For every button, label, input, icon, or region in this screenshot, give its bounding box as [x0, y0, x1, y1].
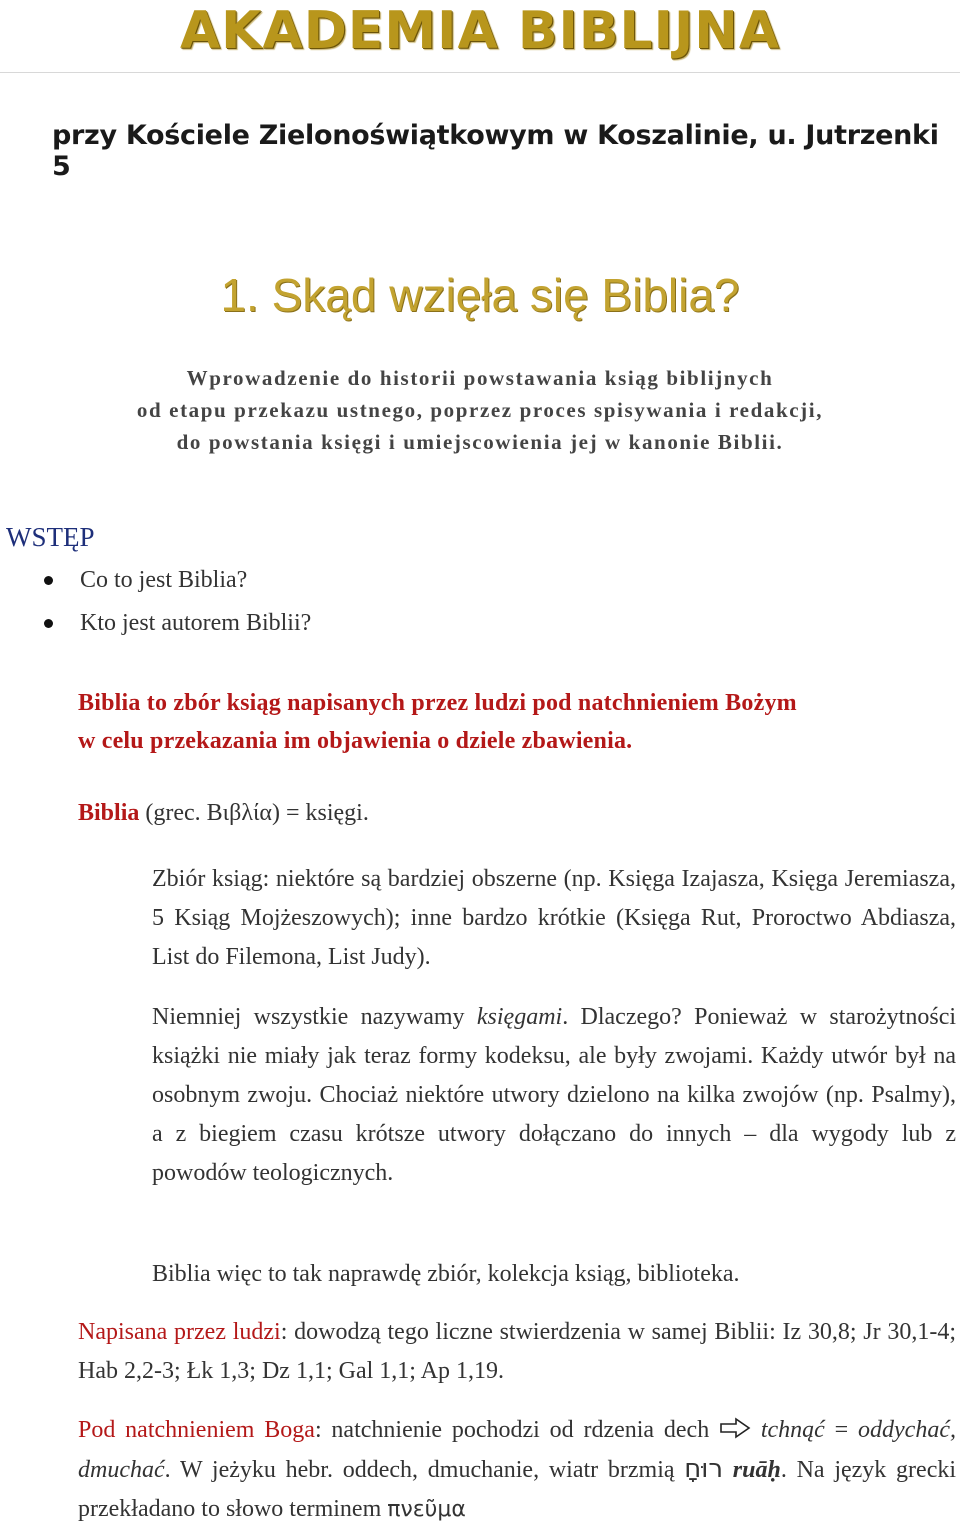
section-heading: WSTĘP	[6, 522, 95, 552]
transliteration: ruāḥ	[732, 1457, 781, 1483]
etymology-term: Biblia	[78, 800, 140, 826]
hebrew-word: רוּחָ	[684, 1454, 724, 1484]
page-subtitle: przy Kościele Zielonoświątkowym w Koszalinie, u. Jutrzenki 5	[52, 120, 939, 182]
text-run: : natchnienie pochodzi od rdzenia dech	[314, 1417, 720, 1443]
chapter-title: 1. Skąd wzięła się Biblia?	[220, 269, 740, 321]
bullet-icon	[44, 619, 53, 628]
bullet-icon	[44, 576, 53, 585]
paragraph-collection: Zbiór ksiąg: niektóre są bardziej obszerne (np. Księga Izajasza, Księga Jeremiasza, 5 Ksiąg Mojżeszowych); inne bardzo krótkie (Księga Rut, Proroctwo Abdiasza, List do Filemona, List Judy).	[152, 866, 956, 970]
paragraph-label: Napisana przez ludzi	[78, 1319, 281, 1345]
list-item-label: Co to jest Biblia?	[80, 567, 248, 593]
text-run-italic: oddychać, dmuchać	[78, 1417, 956, 1483]
text-run: =	[824, 1417, 859, 1443]
intro-line: Wprowadzenie do historii powstawania ksiąg biblijnych	[186, 366, 774, 390]
question-list	[38, 564, 311, 650]
etymology-line	[78, 800, 369, 827]
arrow-right-icon	[719, 1417, 751, 1439]
text-run: . W jeżyku hebr. oddech, dmuchanie, wiatr brzmią	[164, 1457, 685, 1483]
list-item-label: Kto jest autorem Biblii?	[80, 610, 312, 636]
text-run: : dowodzą tego liczne stwierdzenia w samej Biblii: Iz 30,8; Jr 30,1-4; Hab 2,2-3; Łk 1,3; Dz 1,1; Gal 1,1; Ap 1,19.	[78, 1319, 956, 1384]
paragraph-scrolls	[152, 998, 956, 1193]
text-run: . Na język grecki przekładano to słowo terminem	[78, 1457, 957, 1522]
page-header-title: AKADEMIA BIBLIJNA	[179, 1, 781, 61]
list-item	[38, 607, 311, 650]
text-run: . Dlaczego? Ponieważ w starożytności książki nie miały jak teraz formy kodeksu, ale były zwojami. Każdy utwór był na osobnym zwoju. Chociaż niektóre utwory dzielono na kilka zwojów (np. Psalmy), a z biegiem czasu krótsze utwory dołączano do innych – dla wygody lub z powodów teologicznych.	[152, 1004, 957, 1186]
intro-line: od etapu przekazu ustnego, poprzez proces spisywania i redakcji,	[136, 398, 824, 422]
paragraph-inspiration	[78, 1411, 956, 1529]
list-item	[38, 564, 311, 607]
etymology-rest: (grec. Βιβλία) = księgi.	[139, 800, 369, 826]
definition-block	[78, 684, 797, 760]
intro-block	[0, 362, 960, 458]
text-run-italic: tchnąć	[760, 1417, 825, 1443]
text-run: Niemniej wszystkie nazywamy	[152, 1004, 477, 1030]
text-run-italic: księgami	[476, 1004, 563, 1030]
intro-line: do powstania księgi i umiejscowienia jej w kanonie Biblii.	[176, 430, 784, 454]
header-divider	[0, 72, 960, 73]
greek-word: πνεῦμα	[387, 1497, 466, 1522]
paragraph-library: Biblia więc to tak naprawdę zbiór, kolekcja ksiąg, biblioteka.	[152, 1261, 740, 1287]
definition-line: w celu przekazania im objawienia o dziele zbawienia.	[78, 728, 633, 754]
paragraph-human-authors	[78, 1313, 956, 1391]
definition-line: Biblia to zbór ksiąg napisanych przez ludzi pod natchnieniem Bożym	[78, 690, 797, 716]
paragraph-label: Pod natchnieniem Boga	[78, 1417, 315, 1443]
